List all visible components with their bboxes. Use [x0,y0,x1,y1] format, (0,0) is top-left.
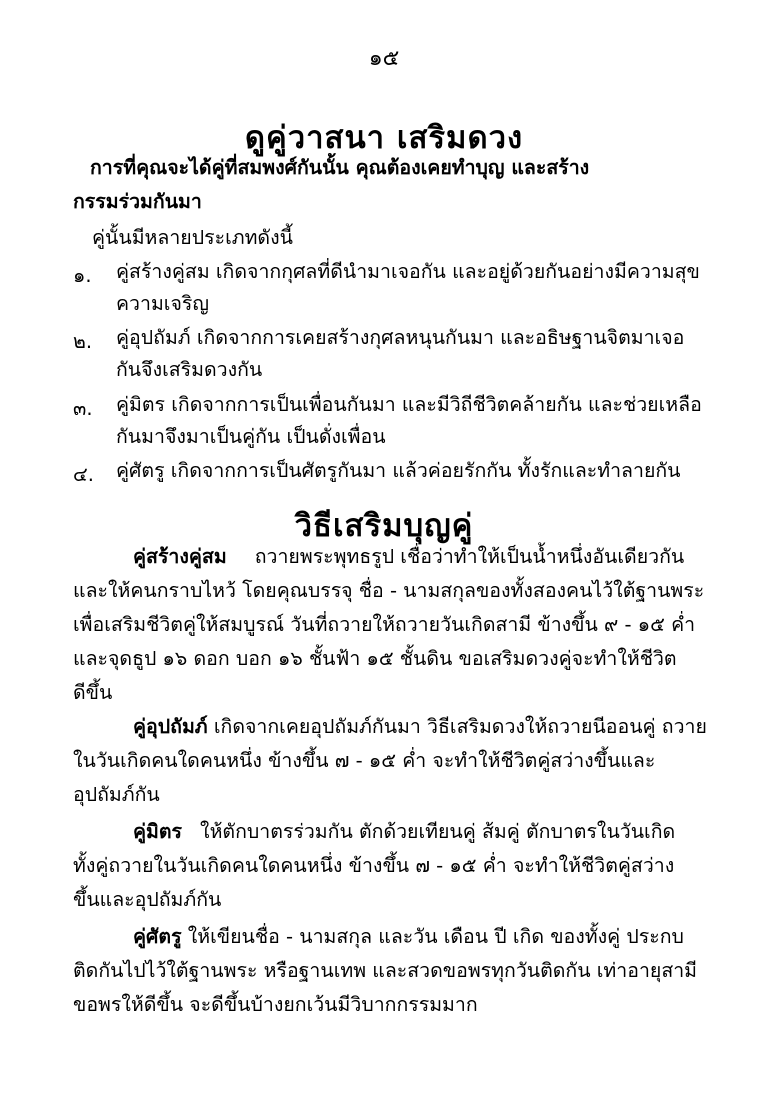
paragraph-text: เกิดจากเคยอุปถัมภ์กันมา วิธีเสริมดวงให้ถวายนีออนคู่ ถวาย [213,715,707,738]
list-item-line: คู่ศัตรู เกิดจากการเป็นศัตรูกันมา แล้วค่อยรักกัน ทั้งรักและทำลายกัน [116,459,681,482]
paragraph-term: คู่มิตร [133,820,183,843]
types-subtitle: คู่นั้นมีหลายประเภทดังนี้ [92,226,293,249]
list-item-line: กันมาจึงมาเป็นคู่กัน เป็นดั่งเพื่อน [116,425,386,448]
paragraph-line: และจุดธูป ๑๖ ดอก บอก ๑๖ ชั้นฟ้า ๑๕ ชั้นดิน ขอเสริมดวงคู่จะทำให้ชีวิต [73,647,677,670]
intro-line-2: กรรมร่วมกันมา [73,190,202,213]
page-number: ๑๕ [368,46,400,71]
paragraph-text: ถวายพระพุทธรูป เชื่อว่าทำให้เป็นน้ำหนึ่งอันเดียวกัน [254,545,685,568]
paragraph-term: คู่ศัตรู [133,925,182,948]
list-item-line: คู่มิตร เกิดจากการเป็นเพื่อนกันมา และมีวิถีชีวิตคล้ายกัน และช่วยเหลือ [116,393,702,416]
paragraph-line: ขอพรให้ดีขึ้น จะดีขึ้นบ้างยกเว้นมีวิบากกรรมมาก [73,993,478,1016]
paragraph-line: ในวันเกิดคนใดคนหนึ่ง ข้างขึ้น ๗ - ๑๕ ค่ำ จะทำให้ชีวิตคู่สว่างขึ้นและ [73,749,656,772]
paragraph-line: เพื่อเสริมชีวิตคู่ให้สมบูรณ์ วันที่ถวายให้ถวายวันเกิดสามี ข้างขึ้น ๙ - ๑๕ ค่ำ [73,613,696,636]
list-number: ๓. [73,397,93,420]
list-item-line: ความเจริญ [116,292,209,315]
paragraph-line [133,925,684,948]
paragraph-term: คู่อุปถัมภ์ [133,715,208,738]
paragraph-line: ดีขึ้น [73,681,113,704]
section-title-fortune: ดูคู่วาสนา เสริมดวง [244,120,524,156]
paragraph-line [133,820,675,843]
list-number: ๒. [73,330,93,353]
paragraph-line [133,545,684,568]
list-item-line: คู่อุปถัมภ์ เกิดจากการเคยสร้างกุศลหนุนกันมา และอธิษฐานจิตมาเจอ [116,326,685,349]
paragraph-line: และให้คนกราบไหว้ โดยคุณบรรจุ ชื่อ - นามสกุลของทั้งสองคนไว้ใต้ฐานพระ [73,579,705,602]
list-item-line: คู่สร้างคู่สม เกิดจากกุศลที่ดีนำมาเจอกัน และอยู่ด้วยกันอย่างมีความสุข [116,260,700,283]
section-title-methods: วิธีเสริมบุญคู่ [294,508,474,544]
paragraph-line: อุปถัมภ์กัน [73,783,160,806]
paragraph-text: ให้ตักบาตรร่วมกัน ตักด้วยเทียนคู่ ส้มคู่ ตักบาตรในวันเกิด [200,820,676,843]
paragraph-line: ขึ้นและอุปถัมภ์กัน [73,888,222,911]
list-item-line: กันจึงเสริมดวงกัน [116,358,263,381]
paragraph-text: ให้เขียนชื่อ - นามสกุล และวัน เดือน ปี เกิด ของทั้งคู่ ประกบ [187,925,684,948]
paragraph-line: ติดกันไปไว้ใต้ฐานพระ หรือฐานเทพ และสวดขอพรทุกวันติดกัน เท่าอายุสามี [73,959,698,982]
paragraph-line [133,715,707,738]
paragraph-term: คู่สร้างคู่สม [133,545,227,568]
list-number: ๔. [73,463,94,486]
list-number: ๑. [73,264,92,287]
paragraph-line: ทั้งคู่ถวายในวันเกิดคนใดคนหนึ่ง ข้างขึ้น ๗ - ๑๕ ค่ำ จะทำให้ชีวิตคู่สว่าง [73,854,675,877]
intro-line-1: การที่คุณจะได้คู่ที่สมพงศ์กันนั้น คุณต้องเคยทำบุญ และสร้าง [90,156,590,179]
